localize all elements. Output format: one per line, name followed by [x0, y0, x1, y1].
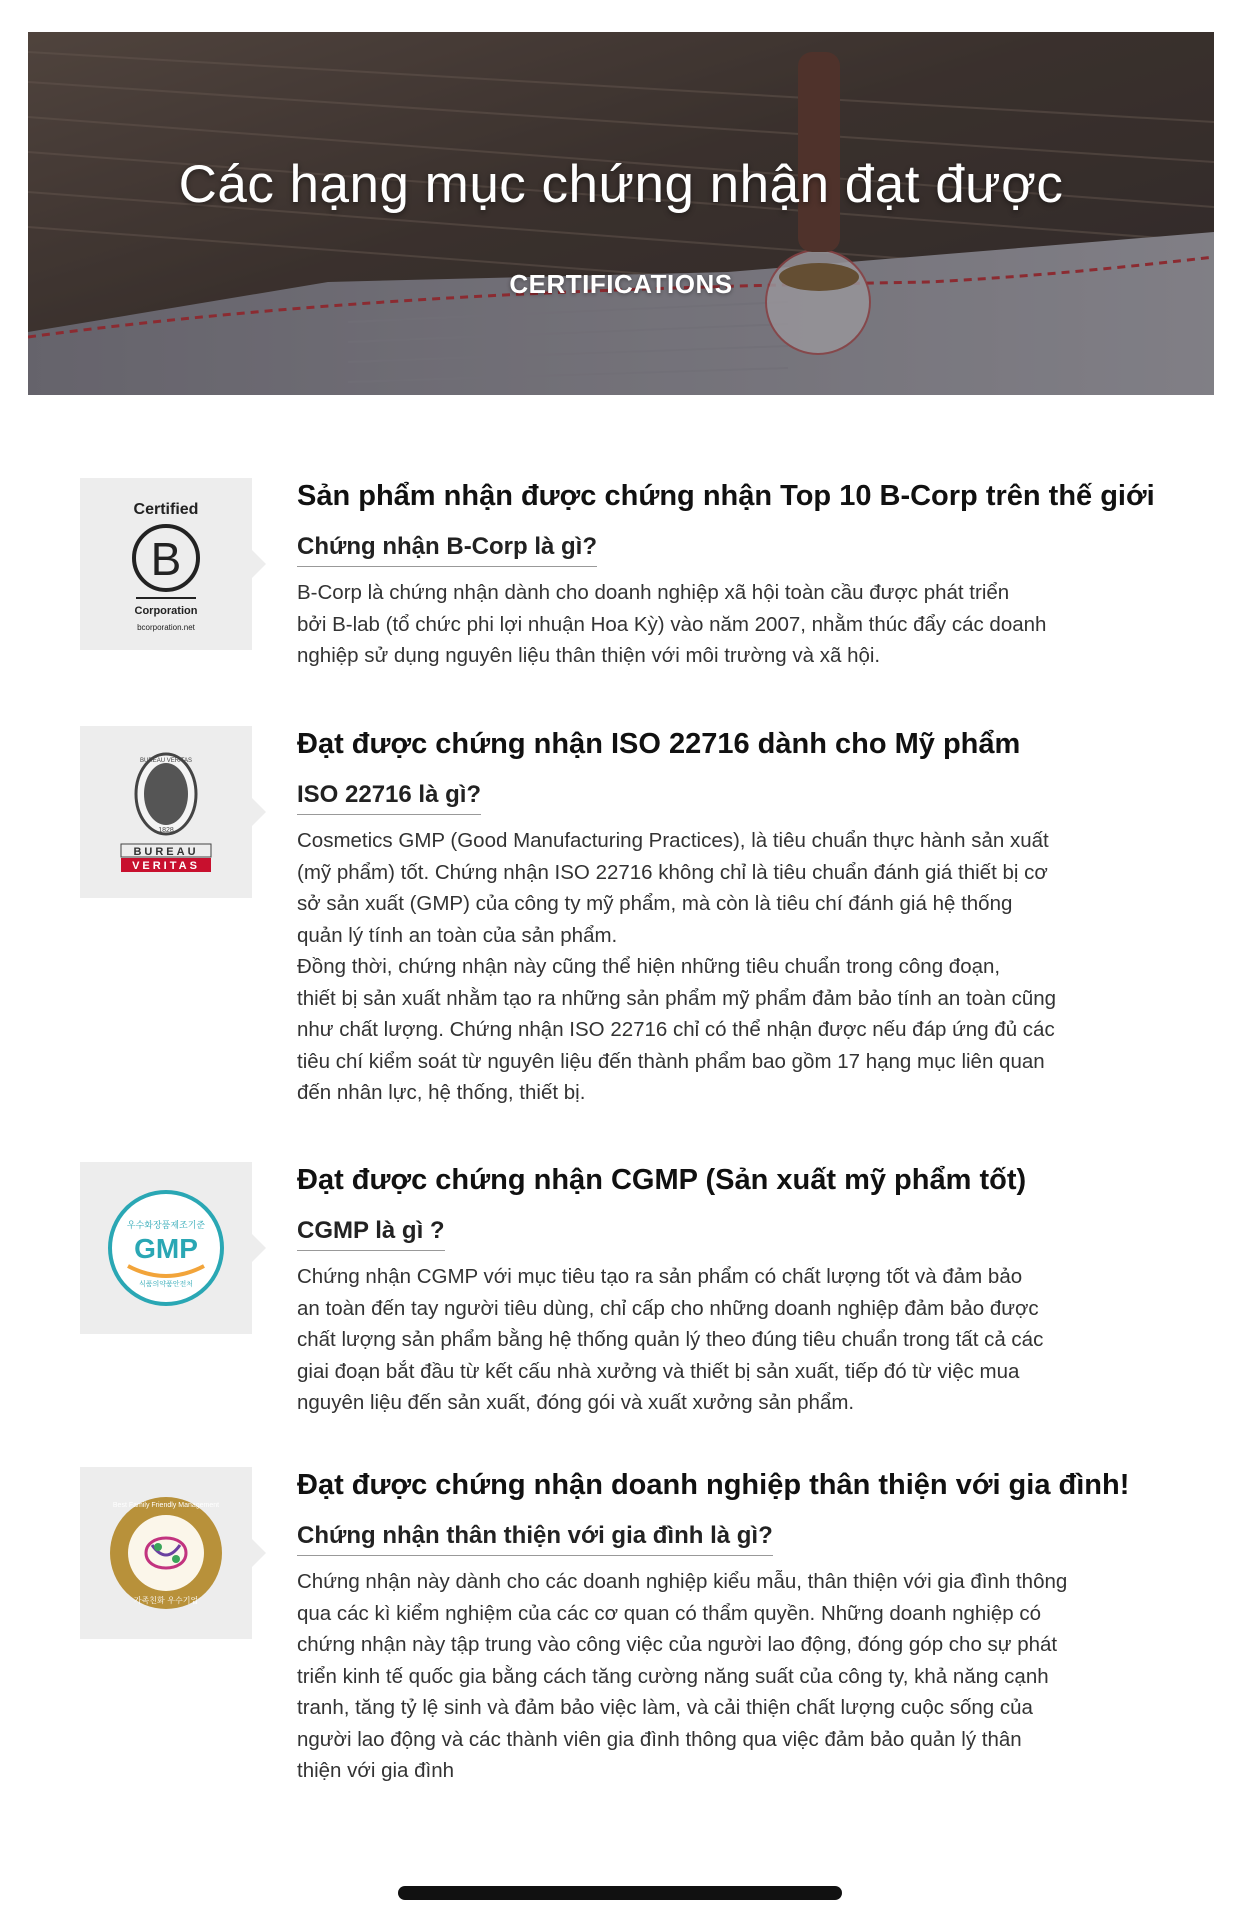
cert-logo-box — [80, 478, 252, 650]
svg-text:가족친화 우수기업: 가족친화 우수기업 — [133, 1596, 199, 1605]
cert-subheading: Chứng nhận thân thiện với gia đình là gì? — [297, 1521, 773, 1556]
svg-text:BUREAU VERITAS: BUREAU VERITAS — [140, 758, 192, 764]
svg-text:식품의약품안전처: 식품의약품안전처 — [138, 1280, 194, 1288]
cert-logo-box — [80, 1467, 252, 1639]
svg-text:bcorporation.net: bcorporation.net — [137, 623, 195, 632]
cert-content — [297, 726, 1177, 1109]
cert-content — [297, 478, 1177, 672]
svg-text:GMP: GMP — [134, 1233, 198, 1264]
cert-content — [297, 1162, 1177, 1419]
hero-banner — [28, 32, 1214, 395]
bureau-veritas-icon — [80, 726, 252, 898]
cert-body: B-Corp là chứng nhận dành cho doanh nghiệp xã hội toàn cầu được phát triển bởi B-lab (tổ chức phi lợi nhuận Hoa Kỳ) vào năm 2007, nhằm thúc đẩy các doanh nghiệp sử dụng nguyên liệu thân thiện với môi trường và xã hội. — [297, 581, 1047, 667]
cert-content — [297, 1467, 1177, 1787]
cert-body: Chứng nhận CGMP với mục tiêu tạo ra sản phẩm có chất lượng tốt và đảm bảo an toàn đến tay người tiêu dùng, chỉ cấp cho những doanh nghiệp đảm bảo được chất lượng sản phẩm bằng hệ thống quản lý theo đúng tiêu chuẩn trong tất cả các giai đoạn bắt đầu từ kết cấu nhà xưởng và thiết bị sản xuất, tiếp đó từ việc mua nguyên liệu đến sản xuất, đóng gói và xuất xưởng sản phẩm. — [297, 1265, 1044, 1414]
cert-heading: Sản phẩm nhận được chứng nhận Top 10 B-Corp trên thế giới — [297, 480, 1155, 512]
cert-subheading: Chứng nhận B-Corp là gì? — [297, 532, 597, 567]
svg-text:Best Family Friendly Managemen: Best Family Friendly Management — [112, 1502, 220, 1509]
home-indicator[interactable] — [398, 1886, 842, 1900]
cert-heading: Đạt được chứng nhận doanh nghiệp thân thiện với gia đình! — [297, 1469, 1130, 1501]
gmp-badge-icon — [80, 1162, 252, 1334]
cert-heading: Đạt được chứng nhận ISO 22716 dành cho Mỹ phẩm — [297, 728, 1021, 760]
svg-text:Certified: Certified — [133, 501, 199, 518]
svg-text:VERITAS: VERITAS — [132, 860, 200, 872]
svg-text:1828: 1828 — [158, 827, 174, 834]
cert-body: Chứng nhận này dành cho các doanh nghiệp kiểu mẫu, thân thiện với gia đình thông qua các kì kiểm nghiệm của các cơ quan có thẩm quyền. Những doanh nghiệp có chứng nhận này tập trung vào công việc của người lao động, đóng góp cho sự phát triển kinh tế quốc gia bằng cách tăng cường năng suất của công ty, khả năng cạnh tranh, tăng tỷ lệ sinh và đảm bảo việc làm, và cải thiện chất lượng cuộc sống của người lao động và các thành viên gia đình thông qua việc đảm bảo quản lý thân thiện với gia đình — [297, 1570, 1068, 1782]
cert-logo-box — [80, 1162, 252, 1334]
svg-text:우수화장품제조기준: 우수화장품제조기준 — [126, 1221, 206, 1231]
cert-subheading: ISO 22716 là gì? — [297, 780, 481, 815]
cert-logo-box — [80, 726, 252, 898]
cert-subheading: CGMP là gì ? — [297, 1216, 445, 1251]
cert-body: Cosmetics GMP (Good Manufacturing Practices), là tiêu chuẩn thực hành sản xuất (mỹ phẩm) tốt. Chứng nhận ISO 22716 không chỉ là tiêu chuẩn đánh giá thiết bị cơ sở sản xuất (GMP) của công ty mỹ phẩm, mà còn là tiêu chí đánh giá hệ thống quản lý tính an toàn của sản phẩm. Đồng thời, chứng nhận này cũng thể hiện những tiêu chuẩn trong công đoạn, thiết bị sản xuất nhằm tạo ra những sản phẩm mỹ phẩm đảm bảo tính an toàn cũng như chất lượng. Chứng nhận ISO 22716 chỉ có thể nhận được nếu đáp ứng đủ các tiêu chí kiểm soát từ nguyên liệu đến thành phẩm bao gồm 17 hạng mục liên quan đến nhân lực, hệ thống, thiết bị. — [297, 829, 1057, 1104]
hero-subtitle: CERTIFICATIONS — [509, 269, 733, 299]
b-corp-certified-icon — [80, 478, 252, 650]
cert-heading: Đạt được chứng nhận CGMP (Sản xuất mỹ phẩm tốt) — [297, 1164, 1027, 1196]
svg-text:B: B — [150, 533, 182, 585]
hero-title: Các hạng mục chứng nhận đạt được — [178, 155, 1064, 214]
svg-text:Corporation: Corporation — [134, 605, 198, 617]
svg-text:BUREAU: BUREAU — [133, 846, 199, 858]
family-friendly-badge-icon — [80, 1467, 252, 1639]
